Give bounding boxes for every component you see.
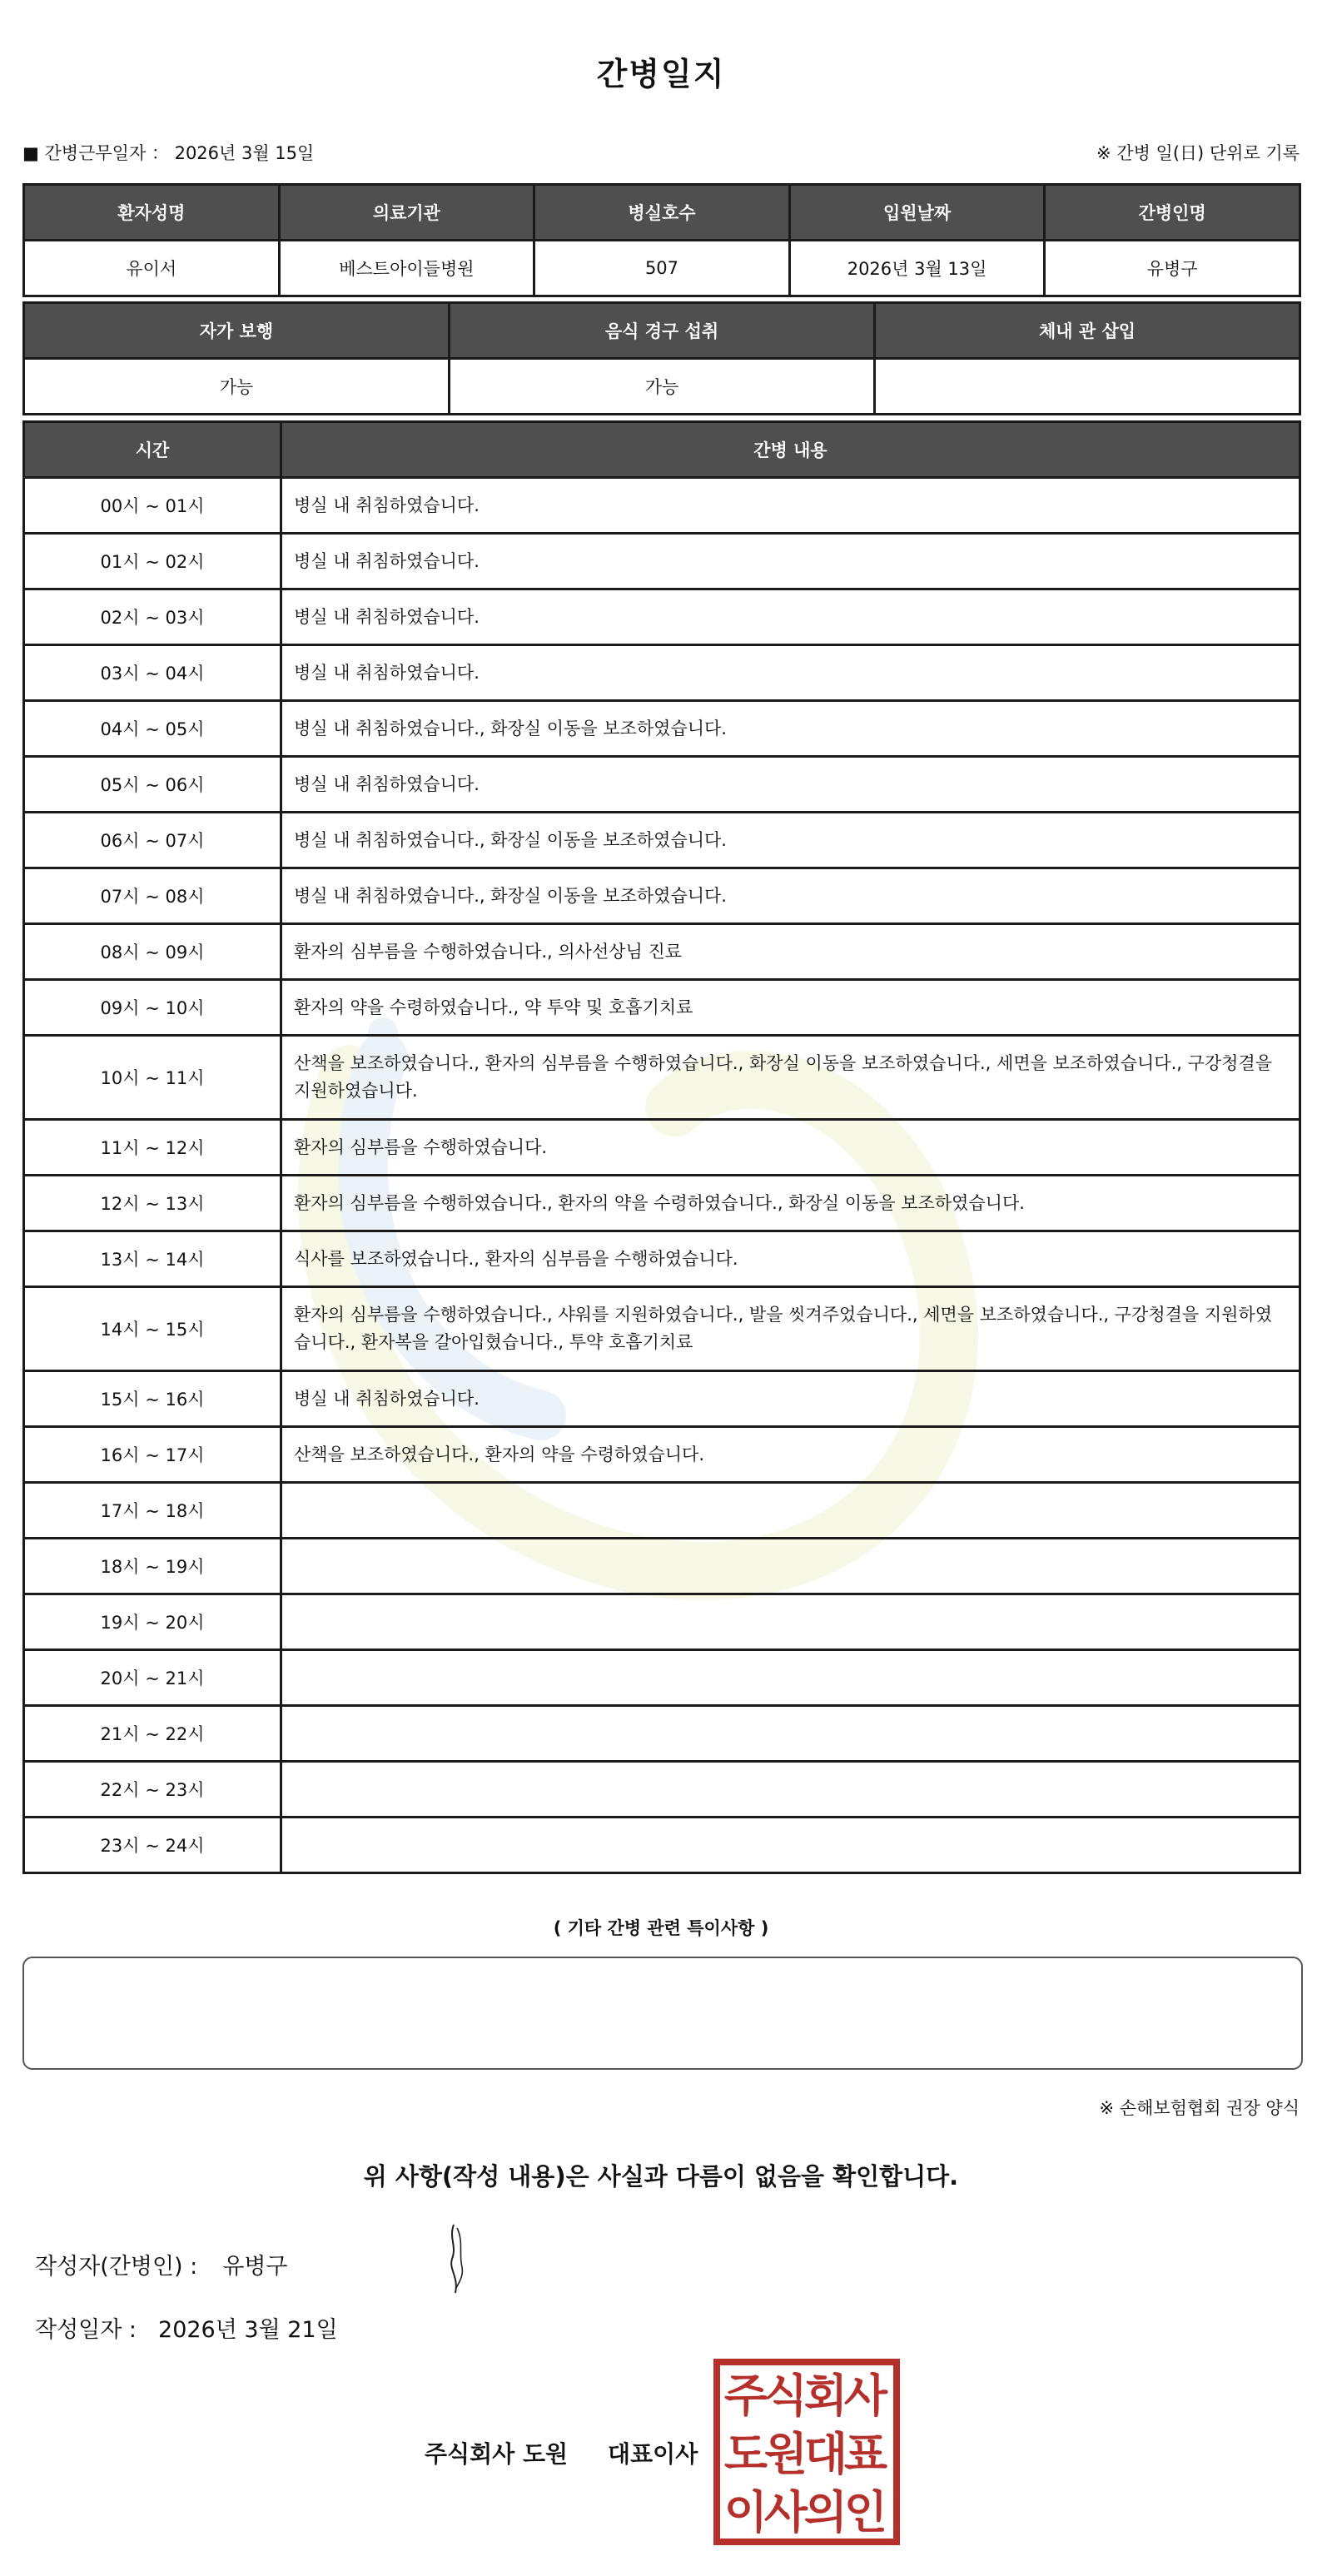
caregiver-name: 유병구	[1045, 241, 1300, 296]
care-log-row	[24, 1036, 1300, 1120]
care-log-time: 22시 ~ 23시	[24, 1762, 281, 1818]
care-log-content: 병실 내 취침하였습니다.	[281, 589, 1300, 645]
care-log-row	[24, 1762, 1300, 1818]
care-log-row	[24, 980, 1300, 1036]
care-log-content: 환자의 심부름을 수행하였습니다.	[281, 1120, 1300, 1176]
care-log-content: 산책을 보조하였습니다., 환자의 심부름을 수행하였습니다., 화장실 이동을 보조하였습니다., 세면을 보조하였습니다., 구강청결을 지원하였습니다.	[281, 1036, 1300, 1120]
care-log-content: 환자의 심부름을 수행하였습니다., 의사선상님 진료	[281, 924, 1300, 980]
room-number: 507	[534, 241, 790, 296]
admission-date: 2026년 3월 13일	[789, 241, 1045, 296]
tube-status	[875, 359, 1300, 415]
care-log-content: 병실 내 취침하였습니다.	[281, 757, 1300, 813]
care-log-time: 07시 ~ 08시	[24, 868, 281, 924]
care-log-row	[24, 757, 1300, 813]
walking-status: 가능	[24, 359, 450, 415]
care-log-row	[24, 701, 1300, 757]
written-date-label: 작성일자 :	[35, 2317, 137, 2343]
company-seal-stamp	[713, 2358, 901, 2546]
care-log-time: 20시 ~ 21시	[24, 1650, 281, 1706]
care-log-row	[24, 534, 1300, 589]
care-log-content: 환자의 심부름을 수행하였습니다., 환자의 약을 수령하였습니다., 화장실 이동을 보조하였습니다.	[281, 1176, 1300, 1231]
care-log-time: 05시 ~ 06시	[24, 757, 281, 813]
care-log-row	[24, 868, 1300, 924]
care-log-row	[24, 1120, 1300, 1176]
care-log-row	[24, 1818, 1300, 1873]
care-log-content: 식사를 보조하였습니다., 환자의 심부름을 수행하였습니다.	[281, 1231, 1300, 1287]
hospital: 베스트아이들병원	[279, 241, 534, 296]
care-log-content	[281, 1762, 1300, 1818]
care-log-content	[281, 1650, 1300, 1706]
care-log-content: 병실 내 취침하였습니다., 화장실 이동을 보조하였습니다.	[281, 701, 1300, 757]
care-log-table	[22, 420, 1301, 1874]
care-log-content	[281, 1539, 1300, 1594]
care-log-content: 병실 내 취침하였습니다.	[281, 534, 1300, 589]
form-source-note: ※ 손해보험협회 권장 양식	[1099, 2098, 1300, 2118]
care-log-time: 19시 ~ 20시	[24, 1594, 281, 1650]
header-room: 병실호수	[534, 185, 790, 241]
svg-text:도: 도	[723, 2428, 768, 2480]
care-log-row	[24, 1371, 1300, 1427]
care-log-time: 21시 ~ 22시	[24, 1706, 281, 1762]
care-log-content: 병실 내 취침하였습니다., 화장실 이동을 보조하였습니다.	[281, 813, 1300, 868]
header-patient-name: 환자성명	[24, 185, 280, 241]
header-tube: 체내 관 삽입	[875, 303, 1300, 359]
care-log-time: 02시 ~ 03시	[24, 589, 281, 645]
header-admission-date: 입원날짜	[789, 185, 1045, 241]
care-log-row	[24, 1287, 1300, 1371]
svg-text:주: 주	[723, 2370, 768, 2422]
care-log-time: 15시 ~ 16시	[24, 1371, 281, 1427]
header-caregiver: 간병인명	[1045, 185, 1300, 241]
header-hospital: 의료기관	[279, 185, 534, 241]
care-log-content	[281, 1706, 1300, 1762]
writer-name: 유병구	[222, 2254, 288, 2280]
care-log-row	[24, 645, 1300, 701]
care-log-time: 03시 ~ 04시	[24, 645, 281, 701]
care-log-content: 병실 내 취침하였습니다., 화장실 이동을 보조하였습니다.	[281, 868, 1300, 924]
special-notes-box	[22, 1957, 1303, 2070]
confirmation-statement: 위 사항(작성 내용)은 사실과 다름이 없음을 확인합니다.	[363, 2162, 959, 2191]
care-log-row	[24, 1594, 1300, 1650]
svg-text:인: 인	[843, 2486, 888, 2539]
patient-info-table	[22, 183, 1301, 297]
care-log-content: 병실 내 취침하였습니다.	[281, 478, 1300, 534]
care-log-time: 06시 ~ 07시	[24, 813, 281, 868]
care-log-row	[24, 478, 1300, 534]
svg-text:이: 이	[723, 2486, 768, 2539]
svg-text:사: 사	[763, 2486, 808, 2539]
company-name: 주식회사 도원	[425, 2440, 569, 2468]
care-log-time: 16시 ~ 17시	[24, 1427, 281, 1483]
header-oral-intake: 음식 경구 섭취	[450, 303, 875, 359]
care-log-time: 14시 ~ 15시	[24, 1287, 281, 1371]
care-log-content: 병실 내 취침하였습니다.	[281, 645, 1300, 701]
svg-text:원: 원	[763, 2428, 808, 2480]
patient-name: 유이서	[24, 241, 280, 296]
svg-text:사: 사	[843, 2370, 888, 2422]
svg-text:식: 식	[763, 2370, 808, 2422]
care-log-row	[24, 1650, 1300, 1706]
care-log-row	[24, 1427, 1300, 1483]
handwritten-signature	[445, 2221, 470, 2296]
svg-text:의: 의	[803, 2486, 848, 2539]
care-log-time: 13시 ~ 14시	[24, 1231, 281, 1287]
care-log-time: 00시 ~ 01시	[24, 478, 281, 534]
care-log-row	[24, 1483, 1300, 1539]
header-walking: 자가 보행	[24, 303, 450, 359]
header-care-content: 간병 내용	[281, 422, 1300, 478]
care-log-time: 04시 ~ 05시	[24, 701, 281, 757]
care-log-time: 17시 ~ 18시	[24, 1483, 281, 1539]
care-log-time: 18시 ~ 19시	[24, 1539, 281, 1594]
company-role: 대표이사	[608, 2440, 698, 2468]
svg-text:표: 표	[843, 2428, 888, 2480]
work-date: ■ 간병근무일자 ： 2026년 3월 15일	[22, 143, 315, 163]
document-title: 간병일지	[596, 56, 726, 92]
care-log-content	[281, 1818, 1300, 1873]
care-log-row	[24, 1176, 1300, 1231]
care-log-time: 08시 ~ 09시	[24, 924, 281, 980]
company-line	[425, 2436, 698, 2469]
care-log-row	[24, 1231, 1300, 1287]
care-log-row	[24, 813, 1300, 868]
writer-line	[35, 2248, 288, 2280]
meta-line	[22, 140, 1300, 168]
care-log-row	[24, 1539, 1300, 1594]
patient-status-table	[22, 301, 1301, 415]
care-log-content: 병실 내 취침하였습니다.	[281, 1371, 1300, 1427]
care-log-content	[281, 1594, 1300, 1650]
writer-label: 작성자(간병인) :	[35, 2254, 198, 2280]
care-log-row	[24, 1706, 1300, 1762]
care-log-content: 환자의 심부름을 수행하였습니다., 샤워를 지원하였습니다., 발을 씻겨주었습니다., 세면을 보조하였습니다., 구강청결을 지원하였습니다., 환자복을 갈아입혔습니다., 투약 호흡기치료	[281, 1287, 1300, 1371]
care-log-row	[24, 589, 1300, 645]
header-time: 시간	[24, 422, 281, 478]
written-date-line	[35, 2311, 338, 2344]
care-log-content	[281, 1483, 1300, 1539]
svg-text:대: 대	[803, 2428, 848, 2480]
care-log-time: 10시 ~ 11시	[24, 1036, 281, 1120]
care-log-time: 01시 ~ 02시	[24, 534, 281, 589]
care-log-content: 환자의 약을 수령하였습니다., 약 투약 및 호흡기치료	[281, 980, 1300, 1036]
special-notes-title: ( 기타 간병 관련 특이사항 )	[553, 1918, 769, 1938]
svg-text:회: 회	[803, 2370, 848, 2422]
care-log-content: 산책을 보조하였습니다., 환자의 약을 수령하였습니다.	[281, 1427, 1300, 1483]
care-log-time: 09시 ~ 10시	[24, 980, 281, 1036]
daily-record-note: ※ 간병 일(日) 단위로 기록	[1096, 143, 1300, 163]
care-log-time: 12시 ~ 13시	[24, 1176, 281, 1231]
written-date-value: 2026년 3월 21일	[158, 2317, 338, 2343]
oral-intake-status: 가능	[450, 359, 875, 415]
care-log-time: 11시 ~ 12시	[24, 1120, 281, 1176]
care-log-row	[24, 924, 1300, 980]
care-log-time: 23시 ~ 24시	[24, 1818, 281, 1873]
